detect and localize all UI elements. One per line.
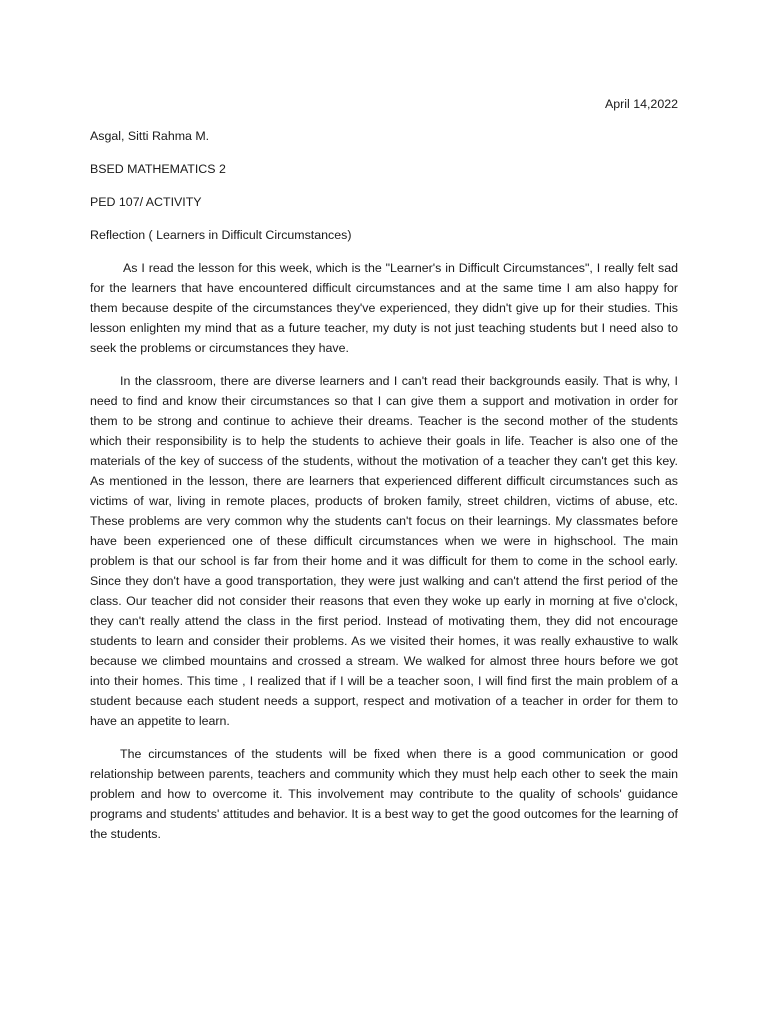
reflection-title: Reflection ( Learners in Difficult Circumstances)	[90, 228, 352, 242]
paragraph-1: As I read the lesson for this week, which is the "Learner's in Difficult Circumstances", I really felt sad for the learners that have encountered difficult circumstances and at the same time I am also happy for them because despite of the circumstances they've experienced, they didn't give up for their studies. This lesson enlighten my mind that as a future teacher, my duty is not just teaching students but I need also to seek the problems or circumstances they have.	[90, 261, 678, 355]
document-body	[90, 94, 678, 857]
author-name: Asgal, Sitti Rahma M.	[90, 129, 210, 143]
paragraph-2: In the classroom, there are diverse learners and I can't read their backgrounds easily. That is why, I need to find and know their circumstances so that I can give them a support and motivation in order for them to be strong and continue to achieve their dreams. Teacher is the second mother of the students which their responsibility is to help the students to achieve their goals in life. Teacher is also one of the materials of the key of success of the students, without the motivation of a teacher they can't get this key. As mentioned in the lesson, there are learners that experienced different difficult circumstances such as victims of war, living in remote places, products of broken family, street children, victims of abuse, etc. These problems are very common why the students can't focus on their learnings. My classmates before have been experienced one of these difficult circumstances when we were in highschool. The main problem is that our school is far from their home and it was difficult for them to come in the school early. Since they don't have a good transportation, they were just walking and can't attend the first period of the class. Our teacher did not consider their reasons that even they woke up early in morning at five o'clock, they can't really attend the class in the first period. Instead of motivating them, they did not encourage students to learn and consider their problems. As we visited their homes, it was really exhaustive to walk because we climbed mountains and crossed a stream. We walked for almost three hours before we got into their homes. This time , I realized that if I will be a teacher soon, I will find first the main problem of a student because each student needs a support, respect and motivation of a teacher in order for them to have an appetite to learn.	[90, 374, 678, 728]
paragraph-3: The circumstances of the students will be fixed when there is a good communication or good relationship between parents, teachers and community which they must help each other to seek the main problem and how to overcome it. This involvement may contribute to the quality of schools' guidance programs and students' attitudes and behavior. It is a best way to get the good outcomes for the learning of the students.	[90, 747, 678, 841]
document-date: April 14,2022	[604, 97, 678, 111]
subject-line: PED 107/ ACTIVITY	[90, 195, 202, 209]
course-line: BSED MATHEMATICS 2	[90, 162, 226, 176]
